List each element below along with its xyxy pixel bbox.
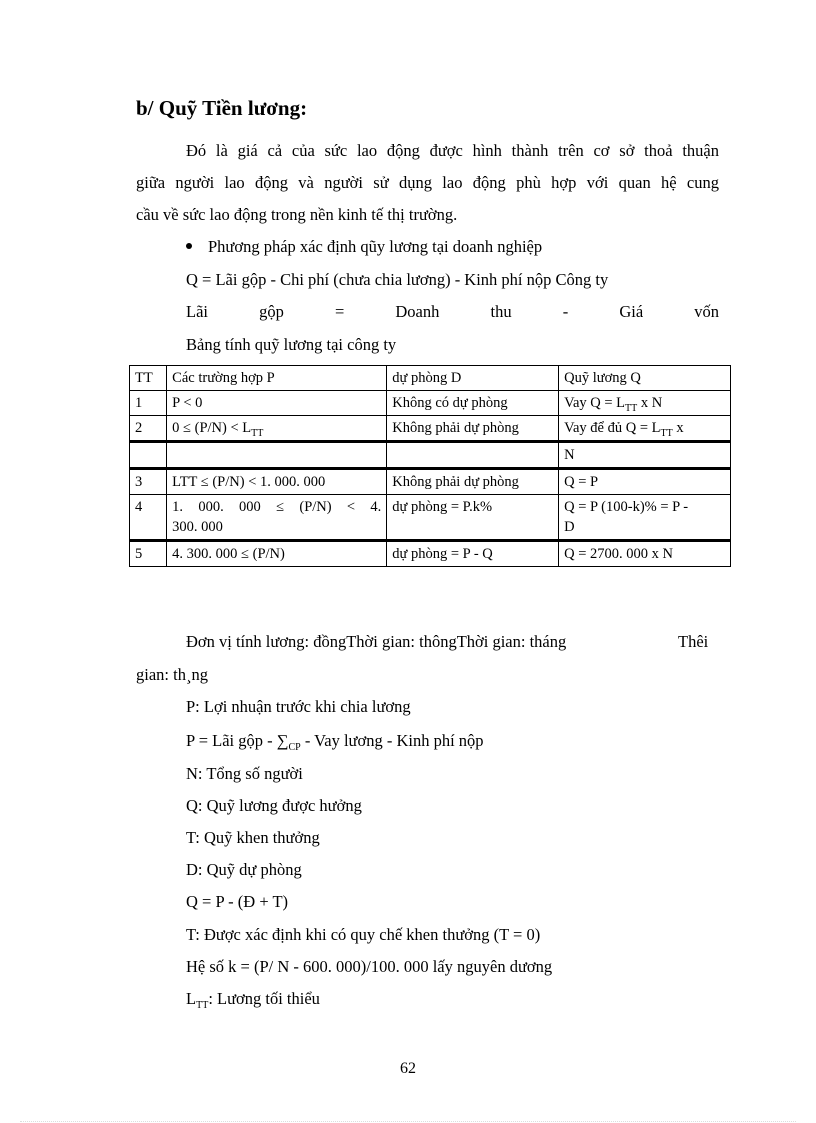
formula-text: P = Lãi gộp - ∑ bbox=[186, 731, 289, 750]
formula-text: L bbox=[186, 989, 197, 1008]
header-cell: dự phòng D bbox=[387, 366, 559, 391]
table-cell: 5 bbox=[130, 541, 167, 567]
table-cell: P < 0 bbox=[167, 391, 387, 416]
table-cell: Q = P bbox=[559, 469, 731, 495]
bullet-item bbox=[186, 237, 542, 257]
table-cell bbox=[167, 495, 387, 541]
page-bottom-rule bbox=[20, 1121, 796, 1122]
table-cell bbox=[167, 416, 387, 442]
table-cell: Q = 2700. 000 x N bbox=[559, 541, 731, 567]
intro-line-1: Đó là giá cả của sức lao động được hình thành trên cơ sở thoả thuận bbox=[186, 141, 719, 160]
formula-lai-gop bbox=[186, 302, 719, 322]
definition-p: P: Lợi nhuận trước khi chia lương bbox=[186, 697, 411, 716]
formula-part: Giá bbox=[619, 302, 644, 321]
formula-part: gộp bbox=[259, 302, 284, 321]
bullet-icon bbox=[186, 243, 192, 249]
formula-part: = bbox=[334, 302, 345, 321]
definition-p-formula bbox=[186, 731, 484, 751]
definition-q: Q: Quỹ lương được hưởng bbox=[186, 796, 362, 815]
cell-line: 300. 000 bbox=[172, 519, 223, 535]
cell-text: 0 ≤ (P/N) < L bbox=[172, 420, 252, 436]
table-row bbox=[130, 541, 731, 567]
subscript: TT bbox=[251, 428, 264, 439]
formula-text: : Lương tối thiểu bbox=[208, 989, 320, 1008]
table-cell: Không phải dự phòng bbox=[387, 416, 559, 442]
table-cell bbox=[387, 442, 559, 469]
table-cell: N bbox=[559, 442, 731, 469]
table-cell bbox=[559, 391, 731, 416]
table-cell: 3 bbox=[130, 469, 167, 495]
table-cell: 2 bbox=[130, 416, 167, 442]
salary-fund-table bbox=[129, 365, 731, 567]
cell-line: 1. 000. 000 ≤ (P/N) < 4. bbox=[172, 499, 382, 515]
cell-text: x bbox=[672, 420, 684, 436]
definition-n: N: Tổng số người bbox=[186, 764, 303, 783]
definition-t-note: T: Được xác định khi có quy chế khen thưởng (T = 0) bbox=[186, 925, 541, 944]
definition-d: D: Quỹ dự phòng bbox=[186, 860, 302, 879]
table-row bbox=[130, 391, 731, 416]
formula-q: Q = Lãi gộp - Chi phí (chưa chia lương) - Kinh phí nộp Công ty bbox=[186, 270, 609, 289]
subscript: TT bbox=[196, 1000, 209, 1011]
unit-line-1: Đơn vị tính lương: đồngThời gian: thôngThời gian: tháng bbox=[186, 632, 567, 651]
intro-line-2: giữa người lao động và người sử dụng lao động phù hợp với quan hệ cung bbox=[136, 173, 719, 192]
table-cell: Không có dự phòng bbox=[387, 391, 559, 416]
table-cell: LTT ≤ (P/N) < 1. 000. 000 bbox=[167, 469, 387, 495]
formula-part: Lãi bbox=[186, 302, 208, 321]
cell-line: Q = P (100-k)% = P - bbox=[564, 499, 689, 515]
subscript: CP bbox=[288, 742, 301, 753]
subscript: TT bbox=[625, 403, 638, 414]
page-number: 62 bbox=[400, 1060, 416, 1077]
section-heading: b/ Quỹ Tiền lương: bbox=[136, 96, 308, 120]
table-cell bbox=[559, 416, 731, 442]
table-cell bbox=[130, 442, 167, 469]
unit-line-1-end: Thêi bbox=[678, 632, 709, 651]
header-cell: TT bbox=[130, 366, 167, 391]
table-cell: dự phòng = P - Q bbox=[387, 541, 559, 567]
definition-ltt bbox=[186, 989, 320, 1009]
table-cell: 4 bbox=[130, 495, 167, 541]
table-cell: 1 bbox=[130, 391, 167, 416]
bullet-text: Phương pháp xác định qũy lương tại doanh nghiệp bbox=[208, 237, 543, 256]
definition-t: T: Quỹ khen thưởng bbox=[186, 828, 320, 847]
subscript: TT bbox=[660, 428, 673, 439]
definition-q-formula: Q = P - (Đ + T) bbox=[186, 892, 289, 911]
table-cell: Không phải dự phòng bbox=[387, 469, 559, 495]
definition-k: Hệ số k = (P/ N - 600. 000)/100. 000 lấy nguyên dương bbox=[186, 957, 553, 976]
table-header-row bbox=[130, 366, 731, 391]
formula-part: Doanh bbox=[395, 302, 440, 321]
cell-text: Vay Q = L bbox=[564, 395, 626, 411]
cell-line: D bbox=[564, 519, 575, 535]
table-cell: 4. 300. 000 ≤ (P/N) bbox=[167, 541, 387, 567]
formula-part: thu bbox=[490, 302, 512, 321]
cell-text: Vay để đủ Q = L bbox=[564, 420, 661, 436]
intro-line-3: cầu về sức lao động trong nền kinh tế thị trường. bbox=[136, 205, 458, 224]
table-cell bbox=[559, 495, 731, 541]
header-cell: Quỹ lương Q bbox=[559, 366, 731, 391]
table-row bbox=[130, 442, 731, 469]
table-cell bbox=[167, 442, 387, 469]
formula-text: - Vay lương - Kinh phí nộp bbox=[300, 731, 484, 750]
table-title: Bảng tính quỹ lương tại công ty bbox=[186, 335, 397, 354]
table-row bbox=[130, 469, 731, 495]
table-row bbox=[130, 416, 731, 442]
unit-line-2: gian: th¸ng bbox=[136, 665, 208, 684]
table-row bbox=[130, 495, 731, 541]
formula-part: - bbox=[562, 302, 569, 321]
formula-part: vốn bbox=[694, 302, 719, 321]
cell-text: x N bbox=[637, 395, 663, 411]
table-cell: dự phòng = P.k% bbox=[387, 495, 559, 541]
header-cell: Các trường hợp P bbox=[167, 366, 387, 391]
